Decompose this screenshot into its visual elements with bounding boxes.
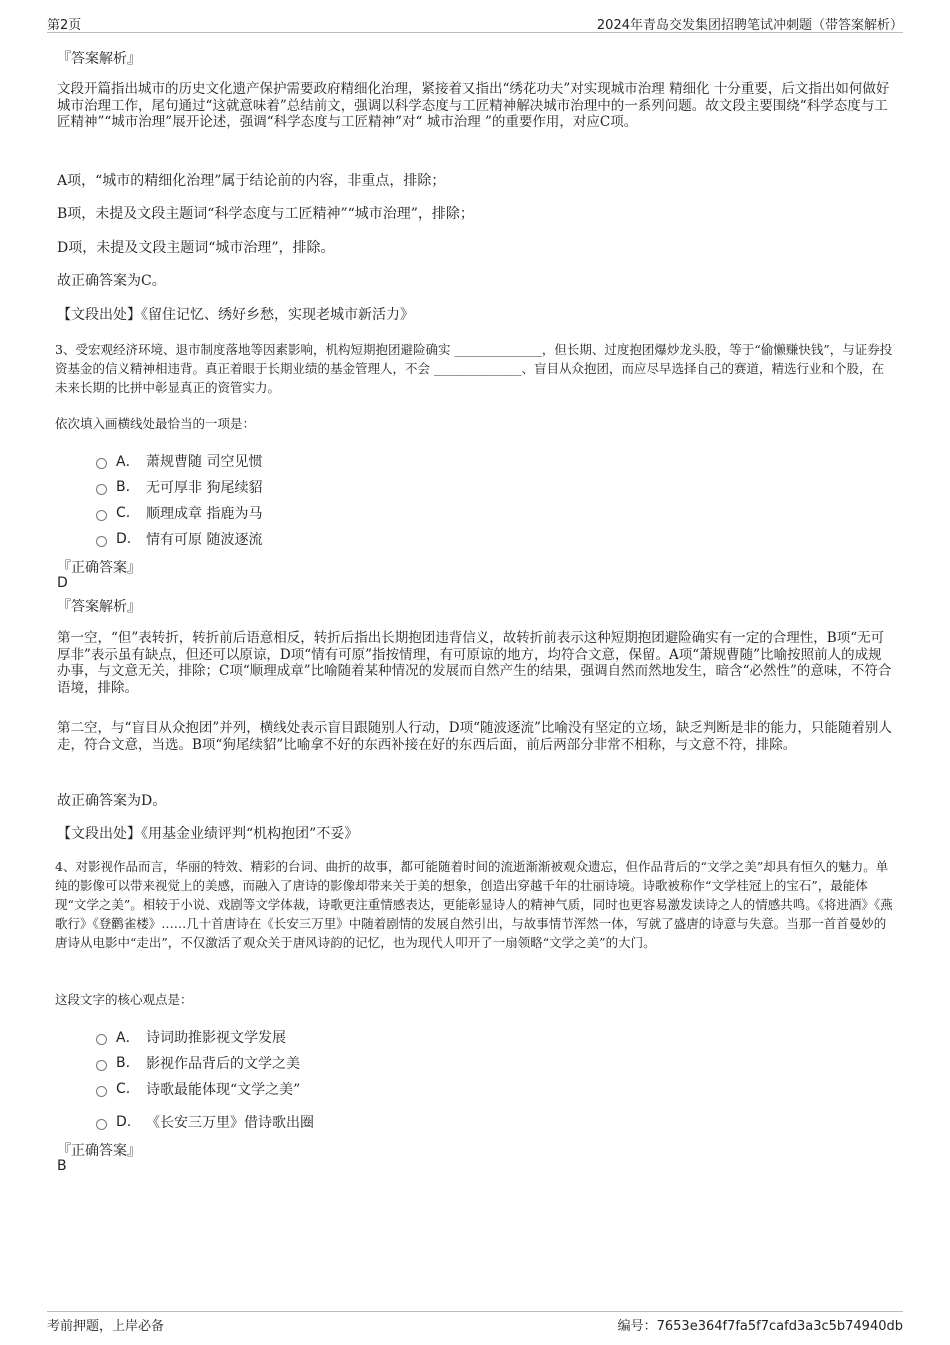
- page-footer: [47, 1311, 903, 1334]
- answer-label: 『正确答案』: [57, 560, 141, 576]
- option-key: D.: [116, 531, 132, 547]
- analysis-conclusion: 故正确答案为C。: [57, 273, 166, 289]
- option-text: 萧规曹随 司空见惯: [146, 454, 263, 470]
- radio-button[interactable]: [96, 484, 107, 495]
- source-citation: 【文段出处】《留住记忆、绣好乡愁，实现老城市新活力》: [57, 307, 414, 323]
- footer-slogan: 考前押题，上岸必备: [47, 1319, 165, 1334]
- option-key: C.: [116, 1081, 131, 1097]
- question-stem: 3、受宏观经济环境、退市制度落地等因素影响，机构短期抱团避险确实 ______________，但长期、过度抱团爆炒龙头股，等于“偷懒赚快钱”，与证券投资基金的信义精神相违背。真正着眼于长期业绩的基金管理人，不会 ______________、盲目从众抱团，而应尽早选择自己的赛道，精选行业和个股，在未来长期的比拼中彰显真正的资管实力。: [55, 342, 893, 395]
- option-key: B.: [116, 1055, 131, 1071]
- option-text: 情有可原 随波逐流: [146, 532, 263, 548]
- analysis-paragraph: 第一空，“但”表转折，转折前后语意相反，转折后指出长期抱团违背信义，故转折前表示这种短期抱团避险确实有一定的合理性，B项“无可厚非”表示虽有缺点，但还可以原谅，D项“情有可原”指按情理，有可原谅的地方，均符合文意，保留。A项“萧规曹随”比喻按照前人的成规办事，与文意无关，排除；C项“顺理成章”比喻随着某种情况的发展而自然产生的结果，强调自然而然地发生，暗含“必然性”的意味，不符合语境，排除。: [57, 630, 892, 696]
- option-text: 无可厚非 狗尾续貂: [146, 480, 263, 496]
- question-prompt: 这段文字的核心观点是：: [55, 992, 193, 1007]
- correct-answer: D: [57, 575, 68, 591]
- option-d[interactable]: [96, 1112, 314, 1132]
- option-b[interactable]: [96, 477, 262, 497]
- option-key: A．: [116, 1030, 140, 1046]
- option-key: A．: [116, 454, 140, 470]
- radio-button[interactable]: [96, 1034, 107, 1045]
- analysis-paragraph: 第二空，与“盲目从众抱团”并列，横线处表示盲目跟随别人行动，D项“随波逐流”比喻没有坚定的立场，缺乏判断是非的能力，只能随着别人走，符合文意，当选。B项“狗尾续貂”比喻拿不好的东西补接在好的东西后面，前后两部分非常不相称，与文意不符，排除。: [57, 720, 892, 753]
- analysis-conclusion: 故正确答案为D。: [57, 793, 167, 809]
- radio-button[interactable]: [96, 1119, 107, 1130]
- radio-button[interactable]: [96, 1086, 107, 1097]
- option-c[interactable]: [96, 503, 262, 523]
- answer-label: 『正确答案』: [57, 1143, 141, 1159]
- option-key: C.: [116, 505, 131, 521]
- option-c[interactable]: [96, 1079, 300, 1099]
- document-id: 编号：7653e364f7fa5f7cafd3a3c5b74940db: [617, 1319, 903, 1334]
- option-key: B.: [116, 479, 131, 495]
- option-a[interactable]: [96, 1027, 286, 1047]
- analysis-paragraph: B项，未提及文段主题词“科学态度与工匠精神”“城市治理”，排除；: [57, 206, 474, 222]
- analysis-paragraph: 文段开篇指出城市的历史文化遗产保护需要政府精细化治理，紧接着又指出“绣花功夫”对实现城市治理 精细化 十分重要，后文指出如何做好城市治理工作，尾句通过“这就意味着”总结前文，强调以科学态度与工匠精神解决城市治理中的一系列问题。故文段主要围绕“科学态度与工匠精神”“城市治理”展开论述，强调“科学态度与工匠精神”对“ 城市治理 ”的重要作用，对应C项。: [57, 81, 890, 130]
- option-d[interactable]: [96, 529, 262, 549]
- option-a[interactable]: [96, 451, 262, 471]
- option-b[interactable]: [96, 1053, 300, 1073]
- source-citation: 【文段出处】《用基金业绩评判“机构抱团”不妥》: [57, 826, 359, 842]
- analysis-label: 『答案解析』: [57, 599, 141, 615]
- radio-button[interactable]: [96, 536, 107, 547]
- question-stem: 4、对影视作品而言，华丽的特效、精彩的台词、曲折的故事，都可能随着时间的流逝渐渐被观众遗忘，但作品背后的“文学之美”却具有恒久的魅力。单纯的影像可以带来视觉上的美感，而融入了唐诗的影像却带来关于美的想象，创造出穿越千年的壮丽诗境。诗歌被称作“文学桂冠上的宝石”，最能体现“文学之美”。相较于小说、戏剧等文学体裁，诗歌更注重情感表达，更能彰显诗人的精神气质，同时也更容易激发读诗之人的情感共鸣。《将进酒》《燕歌行》《登鹳雀楼》……几十首唐诗在《长安三万里》中随着剧情的发展自然引出，与故事情节浑然一体，写就了盛唐的诗意与失意。当那一首首曼妙的唐诗从电影中“走出”，不仅激活了观众关于唐风诗韵的记忆，也为现代人叩开了一扇领略“文学之美”的大门。: [55, 859, 893, 950]
- option-text: 诗词助推影视文学发展: [146, 1030, 286, 1046]
- analysis-paragraph: D项，未提及文段主题词“城市治理”，排除。: [57, 240, 335, 256]
- radio-button[interactable]: [96, 1060, 107, 1071]
- option-text: 《长安三万里》借诗歌出圈: [146, 1115, 314, 1131]
- correct-answer: B: [57, 1158, 67, 1174]
- option-text: 诗歌最能体现“文学之美”: [146, 1082, 301, 1098]
- option-text: 顺理成章 指鹿为马: [146, 506, 263, 522]
- page-header: [47, 12, 903, 33]
- option-text: 影视作品背后的文学之美: [146, 1056, 300, 1072]
- analysis-label: 『答案解析』: [57, 51, 141, 67]
- analysis-paragraph: A项，“城市的精细化治理”属于结论前的内容，非重点，排除；: [57, 173, 446, 189]
- option-key: D.: [116, 1114, 132, 1130]
- document-title: 2024年青岛交发集团招聘笔试冲刺题（带答案解析）: [596, 18, 903, 33]
- radio-button[interactable]: [96, 458, 107, 469]
- page-number: 第2页: [47, 18, 82, 33]
- question-prompt: 依次填入画横线处最恰当的一项是：: [55, 416, 256, 431]
- radio-button[interactable]: [96, 510, 107, 521]
